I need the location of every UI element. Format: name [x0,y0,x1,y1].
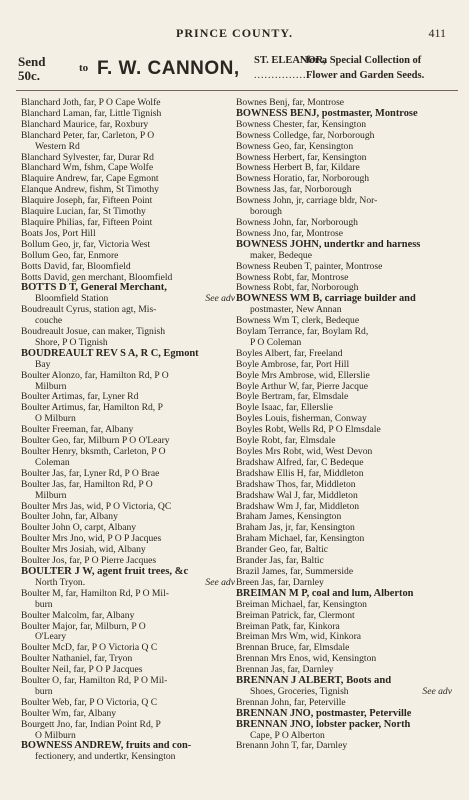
directory-entry-continuation [21,360,235,371]
directory-entry-continuation [236,305,452,316]
entry-text: Boyles Louis, fisherman, Conway [236,414,367,425]
entry-text: Boylam Terrance, far, Boylam Rd, [236,327,369,338]
entry-text: Milburn [35,490,67,501]
entry-text: BOUDREAULT REV S A, R C, Egmont [21,348,199,359]
directory-entry [21,251,235,262]
directory-entry-continuation [236,207,452,218]
entry-text: Boyles Robt, Wells Rd, P O Elmsdale [236,425,381,436]
directory-entry-continuation [21,632,235,643]
directory-entry [21,534,235,545]
directory-entry [236,512,452,523]
entry-text: Breiman Michael, far, Kensington [236,599,367,610]
entry-text: Blanchard Joth, far, P O Cape Wolfe [21,98,161,108]
entry-text: Boulter Wm, far, Albany [21,708,117,719]
directory-entry [21,709,235,720]
entry-text: Bowness Chester, far, Kensington [236,119,367,130]
right-column [236,98,452,752]
directory-entry [236,98,452,109]
directory-entry-continuation [21,382,235,393]
directory-entry [236,120,452,131]
directory-entry [21,741,235,752]
entry-text: Bradshaw Wm J, far, Middleton [236,501,360,512]
directory-entry [236,360,452,371]
entry-text: Shoes, Groceries, Tignish [250,686,349,697]
directory-entry-continuation [236,251,452,262]
directory-entry [236,425,452,436]
ad-name: F. W. CANNON, [97,58,240,79]
ad-send-block [18,55,45,83]
directory-entry-continuation [21,687,235,698]
directory-entry [236,741,452,752]
directory-entry [21,622,235,633]
ad-to: to [79,62,89,74]
ad-place: ST. ELEANOR, [254,55,326,66]
entry-text: BREIMAN M P, coal and lum, Alberton [236,588,414,599]
directory-entry [21,196,235,207]
directory-entry [236,240,452,251]
directory-entry [21,392,235,403]
entry-text: Bownes Benj, far, Montrose [236,98,345,108]
entry-text: Boulter Mrs Jas, wid, P O Victoria, QC [21,501,172,512]
left-column [21,98,235,763]
ad-send: Send [18,54,46,69]
entry-text: Boulter John, far, Albany [21,512,118,523]
directory-entry [236,502,452,513]
directory-entry [21,120,235,131]
directory-entry-continuation [21,458,235,469]
directory-entry [21,229,235,240]
directory-entry [236,567,452,578]
entry-text: Blanchard Maurice, far, Roxbury [21,119,149,130]
entry-text: Bourgett Jno, far, Indian Point Rd, P [21,719,161,730]
entry-text: Boulter John O, carpt, Albany [21,523,137,534]
entry-text: Boulter Artimus, far, Hamilton Rd, P [21,403,163,414]
see-adv-note: See adv [205,577,235,588]
entry-text: Boulter Web, far, P O Victoria, Q C [21,697,158,708]
directory-entry [21,109,235,120]
seed-advertisement [16,52,458,91]
entry-text: Boulter Major, far, Milburn, P O [21,621,146,632]
directory-entry [236,392,452,403]
directory-entry [21,207,235,218]
entry-text: BOTTS D T, General Merchant, [21,283,167,294]
directory-entry [236,436,452,447]
directory-entry [21,425,235,436]
directory-entry [21,371,235,382]
entry-text: fectionery, and undertkr, Kensington [35,752,176,763]
entry-text: Brennan Bruce, far, Elmsdale [236,643,350,654]
directory-entry [236,665,452,676]
entry-text: Shore, P O Tignish [35,337,108,348]
entry-text: O Milburn [35,414,76,425]
page-header [0,26,469,40]
entry-text: Bowness Horatio, far, Norborough [236,174,370,185]
directory-entry [21,349,235,360]
entry-text: Boyle Ambrose, far, Port Hill [236,359,350,370]
directory-entry-continuation [21,414,235,425]
entry-text: Boyles Mrs Robt, wid, West Devon [236,447,373,457]
entry-text: Boulter M, far, Hamilton Rd, P O Mil- [21,588,169,599]
directory-entry [236,643,452,654]
entry-text: Boulter O, far, Hamilton Rd, P O Mil- [21,676,168,687]
directory-entry [236,523,452,534]
directory-entry [21,153,235,164]
entry-text: O Milburn [35,730,76,741]
directory-entry [21,556,235,567]
see-adv-note: See adv [205,294,235,305]
directory-entry [236,589,452,600]
directory-entry [21,163,235,174]
entry-text: Boyle Bertram, far, Elmsdale [236,392,349,403]
entry-text: BRENNAN JNO, postmaster, Peterville [236,708,412,719]
entry-text: Boulter Malcolm, far, Albany [21,610,135,621]
entry-text: Bowness Herbert B, far, Kildare [236,163,360,174]
entry-text: Bowness Jas, far, Norborough [236,185,352,196]
directory-entry [236,480,452,491]
entry-text: Boulter Alonzo, far, Hamilton Rd, P O [21,370,169,381]
directory-entry [236,709,452,720]
directory-entry [236,632,452,643]
ad-line-2: Flower and Garden Seeds. [306,70,425,81]
entry-text: Bowness Geo, far, Kensington [236,141,354,152]
entry-text: North Tryon. [35,577,86,588]
entry-text: Boulter Geo, far, Milburn P O O'Leary [21,436,170,447]
entry-text: Bowness Jno, far, Montrose [236,228,344,239]
entry-text: Boyle Isaac, far, Ellerslie [236,403,333,414]
entry-text: Boulter Mrs Josiah, wid, Albany [21,545,146,556]
entry-text: Bloomfield Station [35,294,109,305]
directory-entry [236,654,452,665]
entry-text: Boyles Albert, far, Freeland [236,348,343,359]
entry-text: Boulter Neil, far, P O P Jacques [21,665,143,676]
directory-entry [21,502,235,513]
entry-text: Blaquire Andrew, far, Cape Egmont [21,174,159,185]
entry-text: Boulter Artimas, far, Lyner Rd [21,392,139,403]
entry-text: Boyle Arthur W, far, Pierre Jacque [236,381,369,392]
entry-text: BOULTER J W, agent fruit trees, &c [21,566,189,577]
entry-text: Blaquire Lucian, far, St Timothy [21,207,146,218]
entry-text: Cape, P O Alberton [250,730,325,741]
entry-text: Braham Jas, jr, far, Kensington [236,523,355,534]
entry-text: Bowness Reuben T, painter, Montrose [236,261,383,272]
directory-entry [21,131,235,142]
entry-text: O'Leary [35,632,67,643]
entry-text: borough [250,207,282,218]
entry-text: Brennan Mrs Enos, wid, Kensington [236,654,377,665]
entry-text: Braham Michael, far, Kensington [236,534,365,545]
directory-entry-continuation [21,731,235,742]
entry-text: Boyle Robt, far, Elmsdale [236,436,336,447]
directory-entry [21,240,235,251]
entry-text: Boulter Jas, far, Lyner Rd, P O Brae [21,468,160,479]
directory-entry-continuation [21,294,235,305]
entry-text: BOWNESS ANDREW, fruits and con- [21,741,192,752]
entry-text: Boulter McD, far, P O Victoria Q C [21,643,158,654]
entry-text: maker, Bedeque [250,250,312,261]
entry-text: Bowness Robt, far, Montrose [236,272,349,283]
entry-text: Boyle Mrs Ambrose, wid, Ellerslie [236,370,370,381]
entry-text: Brander Geo, far, Baltic [236,545,329,556]
directory-entry [21,665,235,676]
entry-text: Boulter Freeman, far, Albany [21,425,134,436]
entry-text: Botts David, far, Bloomfield [21,261,131,272]
entry-text: Bradshaw Alfred, far, C Bedeque [236,457,364,468]
entry-text: Blanchard Wm, fshm, Cape Wolfe [21,163,154,174]
directory-entry [236,469,452,480]
directory-entry [236,109,452,120]
entry-text: BRENNAN JNO, lobster packer, North [236,719,411,730]
directory-entry [236,611,452,622]
directory-entry [21,512,235,523]
entry-text: Bowness Robt, far, Norborough [236,283,359,294]
directory-entry [21,436,235,447]
directory-entry-continuation [21,600,235,611]
entry-text: BOWNESS JOHN, undertkr and harness [236,239,421,250]
page-number: 411 [428,26,446,40]
ad-amount: 50c. [18,68,41,83]
directory-entry [21,447,235,458]
entry-text: Brander Jas, far, Baltic [236,556,324,567]
directory-entry-continuation [21,316,235,327]
directory-entry [236,185,452,196]
directory-entry [236,142,452,153]
directory-entry [21,523,235,534]
directory-entry-continuation [21,752,235,763]
directory-entry [236,382,452,393]
see-adv-note: See adv [422,686,452,697]
entry-text: postmaster, New Annan [250,305,342,316]
entry-text: Blaquire Philias, far, Fifteen Point [21,217,153,228]
entry-text: Elanque Andrew, fishm, St Timothy [21,185,159,196]
entry-text: Blaquire Joseph, far, Fifteen Point [21,196,153,207]
entry-text: Milburn [35,381,67,392]
entry-text: Western Rd [35,141,80,152]
directory-entry-continuation [236,731,452,742]
entry-text: Coleman [35,457,70,468]
entry-text: Brenann John T, far, Darnley [236,741,348,752]
entry-text: Bowness Colledge, far, Norborough [236,130,375,141]
directory-entry [21,305,235,316]
directory-entry [236,622,452,633]
entry-text: Boulter Jos, far, P O Pierre Jacques [21,556,157,567]
entry-text: Boudreault Josue, can maker, Tignish [21,327,166,338]
entry-text: BRENNAN J ALBERT, Boots and [236,676,392,687]
directory-entry [236,294,452,305]
directory-entry [21,654,235,665]
entry-text: P O Coleman [250,337,302,348]
entry-text: burn [35,686,53,697]
entry-text: Bradshaw Ellis H, far, Middleton [236,468,364,479]
directory-entry-continuation [21,338,235,349]
directory-entry [236,163,452,174]
entry-text: Blanchard Peter, far, Carleton, P O [21,130,155,141]
entry-text: Bowness John, jr, carriage bldr, Nor- [236,196,378,207]
directory-entry [236,218,452,229]
entry-text: Boulter Jas, far, Hamilton Rd, P O [21,479,153,490]
directory-entry [236,131,452,142]
directory-entry [21,480,235,491]
entry-text: Bowness Herbert, far, Kensington [236,152,367,163]
entry-text: Bowness Wm T, clerk, Bedeque [236,316,360,327]
directory-entry [236,371,452,382]
entry-text: Botts David, gen merchant, Bloomfield [21,272,173,283]
directory-entry [21,218,235,229]
directory-entry [21,611,235,622]
entry-text: Brennan Jas, far, Darnley [236,665,334,676]
entry-text: Blanchard Sylvester, far, Durar Rd [21,152,154,163]
directory-entry [21,567,235,578]
directory-entry [236,283,452,294]
entry-text: Boats Jos, Port Hill [21,228,96,239]
directory-entry [21,273,235,284]
directory-entry [236,698,452,709]
directory-entry [21,720,235,731]
entry-text: Brazil James, far, Summerside [236,566,354,577]
directory-entry-continuation [21,578,235,589]
directory-entry [236,447,452,458]
directory-entry [236,600,452,611]
directory-entry [236,229,452,240]
entry-text: BOWNESS WM B, carriage builder and [236,294,416,305]
directory-entry [21,643,235,654]
entry-text: Breen Jas, far, Darnley [236,577,324,588]
entry-text: Boulter Nathaniel, far, Tryon [21,654,133,665]
entry-text: Bradshaw Wal J, far, Middleton [236,490,358,501]
entry-text: burn [35,599,53,610]
entry-text: Bowness John, far, Norborough [236,217,358,228]
directory-entry [236,458,452,469]
directory-entry [236,491,452,502]
directory-entry [236,403,452,414]
entry-text: Breiman Patrick, far, Clermont [236,610,355,621]
directory-entry [236,196,452,207]
entry-text: Blanchard Laman, far, Little Tignish [21,108,162,119]
directory-entry [236,578,452,589]
directory-entry [21,469,235,480]
entry-text: Bradshaw Thos, far, Middleton [236,479,356,490]
directory-entry-continuation [21,491,235,502]
entry-text: Bay [35,359,51,370]
directory-entry [236,676,452,687]
directory-entry [21,698,235,709]
directory-entry [236,349,452,360]
directory-entry [236,327,452,338]
directory-entry [236,556,452,567]
directory-entry [21,545,235,556]
entry-text: couche [35,316,63,327]
ad-dots: ................ [254,70,310,81]
directory-entry [21,185,235,196]
entry-text: BOWNESS BENJ, postmaster, Montrose [236,108,418,119]
entry-text: Brennan John, far, Peterville [236,697,346,708]
directory-entry [21,283,235,294]
entry-text: Boudreault Cyrus, station agt, Mis- [21,305,157,316]
entry-text: Breiman Mrs Wm, wid, Kinkora [236,632,362,643]
entry-text: Bollum Geo, far, Enmore [21,250,119,261]
directory-entry [21,174,235,185]
directory-entry [236,414,452,425]
entry-text: Bollum Geo, jr, far, Victoria West [21,239,151,250]
directory-entry [236,545,452,556]
ad-line-1: for a Special Collection of [306,55,422,66]
directory-entry [21,98,235,109]
directory-entry [236,316,452,327]
directory-entry [21,403,235,414]
directory-entry [236,262,452,273]
directory-entry [21,676,235,687]
entry-text: Boulter Mrs Jno, wid, P O P Jacques [21,534,162,545]
directory-entry [21,589,235,600]
directory-entry [236,273,452,284]
directory-entry [236,174,452,185]
directory-entry [21,327,235,338]
entry-text: Braham James, Kensington [236,512,342,523]
directory-entry [236,534,452,545]
directory-entry [21,262,235,273]
directory-entry-continuation [21,142,235,153]
directory-entry [236,153,452,164]
directory-entry-continuation [236,687,452,698]
page-title: PRINCE COUNTY. [176,26,293,40]
entry-text: Boulter Henry, bksmth, Carleton, P O [21,447,166,457]
directory-entry-continuation [236,338,452,349]
directory-entry [236,720,452,731]
entry-text: Breiman Patk, far, Kinkora [236,621,340,632]
